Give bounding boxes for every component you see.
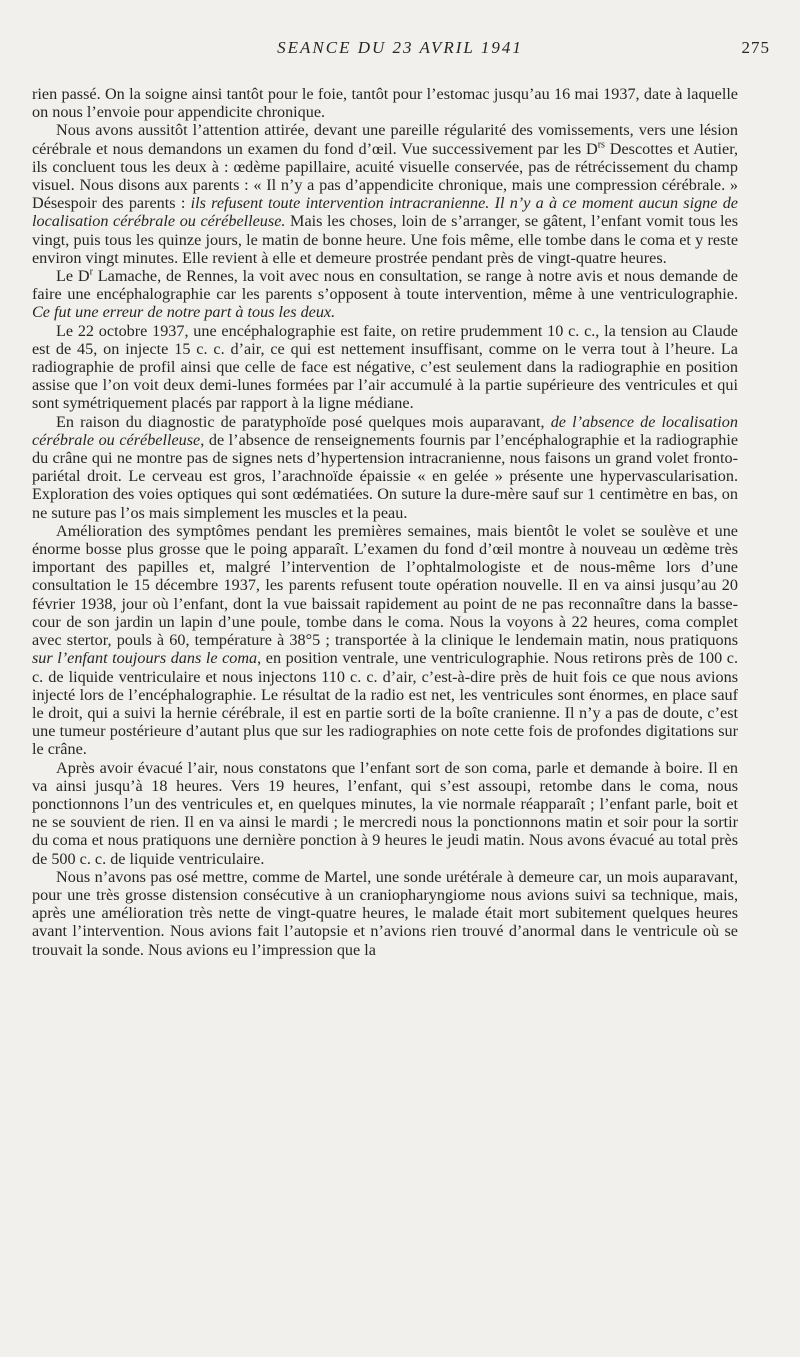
paragraph <box>32 322 738 413</box>
page-number: 275 <box>741 38 770 57</box>
text-run: Descottes et Autier, ils concluent tous les deux à : œdème papillaire, acuité visuelle conservée, pas de rétrécissement du champ visuel. Nous disons aux parents : « Il n’y a pas d’appendicite chronique, mais une compression cérébrale. » Désespoir des parents : <box>32 139 738 213</box>
body-text <box>32 85 738 959</box>
paragraph <box>32 868 738 959</box>
text-run: Nous avons aussitôt l’attention attirée, devant une pareille régularité des vomissements, vers une lésion cérébrale et nous demandons un examen du fond d’œil. Vue successivement par les D <box>32 121 738 158</box>
superscript: r <box>89 266 93 278</box>
text-run: Mais les choses, loin de s’arranger, se gâtent, l’enfant vomit tous les vingt, puis tous les quinze jours, le matin de bonne heure. Une fois même, elle tombe dans le coma et y reste environ vingt minutes. Elle revient à elle et demeure prostrée pendant près de vingt-quatre heures. <box>32 212 738 267</box>
paragraph <box>32 267 738 322</box>
paragraph <box>32 522 738 759</box>
italic-text: sur l’enfant toujours dans le coma <box>32 649 258 668</box>
text-run: rien passé. On la soigne ainsi tantôt pour le foie, tantôt pour l’estomac jusqu’au 16 mai 1937, date à laquelle on nous l’envoie pour appendicite chronique. <box>32 85 738 122</box>
text-run: , en position ventrale, une ventriculographie. Nous retirons près de 100 c. c. de liquide ventriculaire et nous injectons 110 c. c. d’air, c’est-à-dire près de huit fois ce que nous avions injecté lors de l’encéphalographie. Le résultat de la radio est net, les ventricules sont énormes, en place sauf le droit, qui a suivi la hernie cérébrale, il est en partie sorti de la boîte cranienne. Il n’y a pas de doute, c’est une tumeur postérieure d’autant plus que sur les radiographies on note cette fois de profondes digitations sur le crâne. <box>32 649 738 759</box>
text-run: Le 22 octobre 1937, une encéphalographie est faite, on retire prudemment 10 c. c., la tension au Claude est de 45, on injecte 15 c. c. d’air, ce qui est nettement insuffisant, comme on le verra tout à l’heure. La radiographie de profil ainsi que celle de face est négative, c’est seulement dans la radiographie en position assise que l’on voit deux demi-lunes formées par l’air accumulé à la partie supérieure des ventricules et qui sont symétriquement placés par rapport à la ligne médiane. <box>32 321 738 413</box>
paragraph <box>32 121 738 267</box>
italic-text: de l’absence de localisation cérébrale ou cérébelleuse <box>32 412 738 449</box>
italic-text: Ce fut une erreur de notre part à tous les deux. <box>32 303 336 322</box>
text-run: Le D <box>56 267 90 286</box>
running-title: SEANCE DU 23 AVRIL 1941 <box>277 38 523 57</box>
text-run: Lamache, de Rennes, la voit avec nous en consultation, se range à notre avis et nous demande de faire une encéphalographie car les parents s’opposent à toute intervention, même à une ventriculographie. <box>32 267 738 304</box>
text-run: Après avoir évacué l’air, nous constatons que l’enfant sort de son coma, parle et demande à boire. Il en va ainsi jusqu’à 18 heures. Vers 19 heures, l’enfant, qui s’est assoupi, retombe dans le coma, nous ponctionnons l’un des ventricules et, en quelques minutes, la vie normale réapparaît ; l’enfant parle, boit et ne se souvient de rien. Il en va ainsi le mardi ; le mercredi nous la ponctionnons matin et soir pour la sortir du coma et nous pratiquons une dernière ponction à 9 heures le jeudi matin. Nous avons évacué au total près de 500 c. c. de liquide ventriculaire. <box>32 758 738 868</box>
paragraph <box>32 413 738 522</box>
text-run: , de l’absence de renseignements fournis par l’encéphalographie et la radiographie du crâne qui ne montre pas de signes nets d’hypertension intracranienne, nous faisons un grand volet fronto-pariétal droit. Le cerveau est gros, l’arachnoïde épaissie « en gelée » présente une hypervascularisation. Exploration des voies optiques qui sont œdématiées. On suture la dure-mère sauf sur 1 centimètre en bas, on ne suture pas l’os mais simplement les muscles et la peau. <box>32 430 738 522</box>
page-header <box>0 38 800 68</box>
italic-text: ils refusent toute intervention intracranienne. Il n’y a à ce moment aucun signe de localisation cérébrale ou cérébelleuse. <box>32 194 738 231</box>
paragraph <box>32 85 738 121</box>
text-run: Amélioration des symptômes pendant les premières semaines, mais bientôt le volet se soulève et une énorme bosse plus grosse que le poing apparaît. L’examen du fond d’œil montre à nouveau un œdème très important des papilles et, malgré l’intervention de l’ophtalmologiste et de nous-même lors d’une consultation le 15 décembre 1937, les parents refusent toute opération nouvelle. Il en va ainsi jusqu’au 20 février 1938, jour où l’enfant, dont la vue baissait rapidement au point de ne pas reconnaître dans la basse-cour de son jardin un lapin d’une poule, tombe dans le coma. Nous la voyons à 22 heures, coma complet avec stertor, pouls à 60, température à 38°5 ; transportée à la clinique le lendemain matin, nous pratiquons <box>32 521 738 650</box>
text-run: Nous n’avons pas osé mettre, comme de Martel, une sonde urétérale à demeure car, un mois auparavant, pour une très grosse distension consécutive à un craniopharyngiome nous avions suivi sa technique, mais, après une amélioration très nette de vingt-quatre heures, le malade était mort subitement quelques heures avant l’intervention. Nous avions fait l’autopsie et n’avions rien trouvé d’anormal dans le ventricule où se trouvait la sonde. Nous avions eu l’impression que la <box>32 867 738 959</box>
text-run: En raison du diagnostic de paratyphoïde posé quelques mois auparavant, <box>56 412 551 431</box>
paragraph <box>32 759 738 868</box>
superscript: rs <box>597 139 605 151</box>
